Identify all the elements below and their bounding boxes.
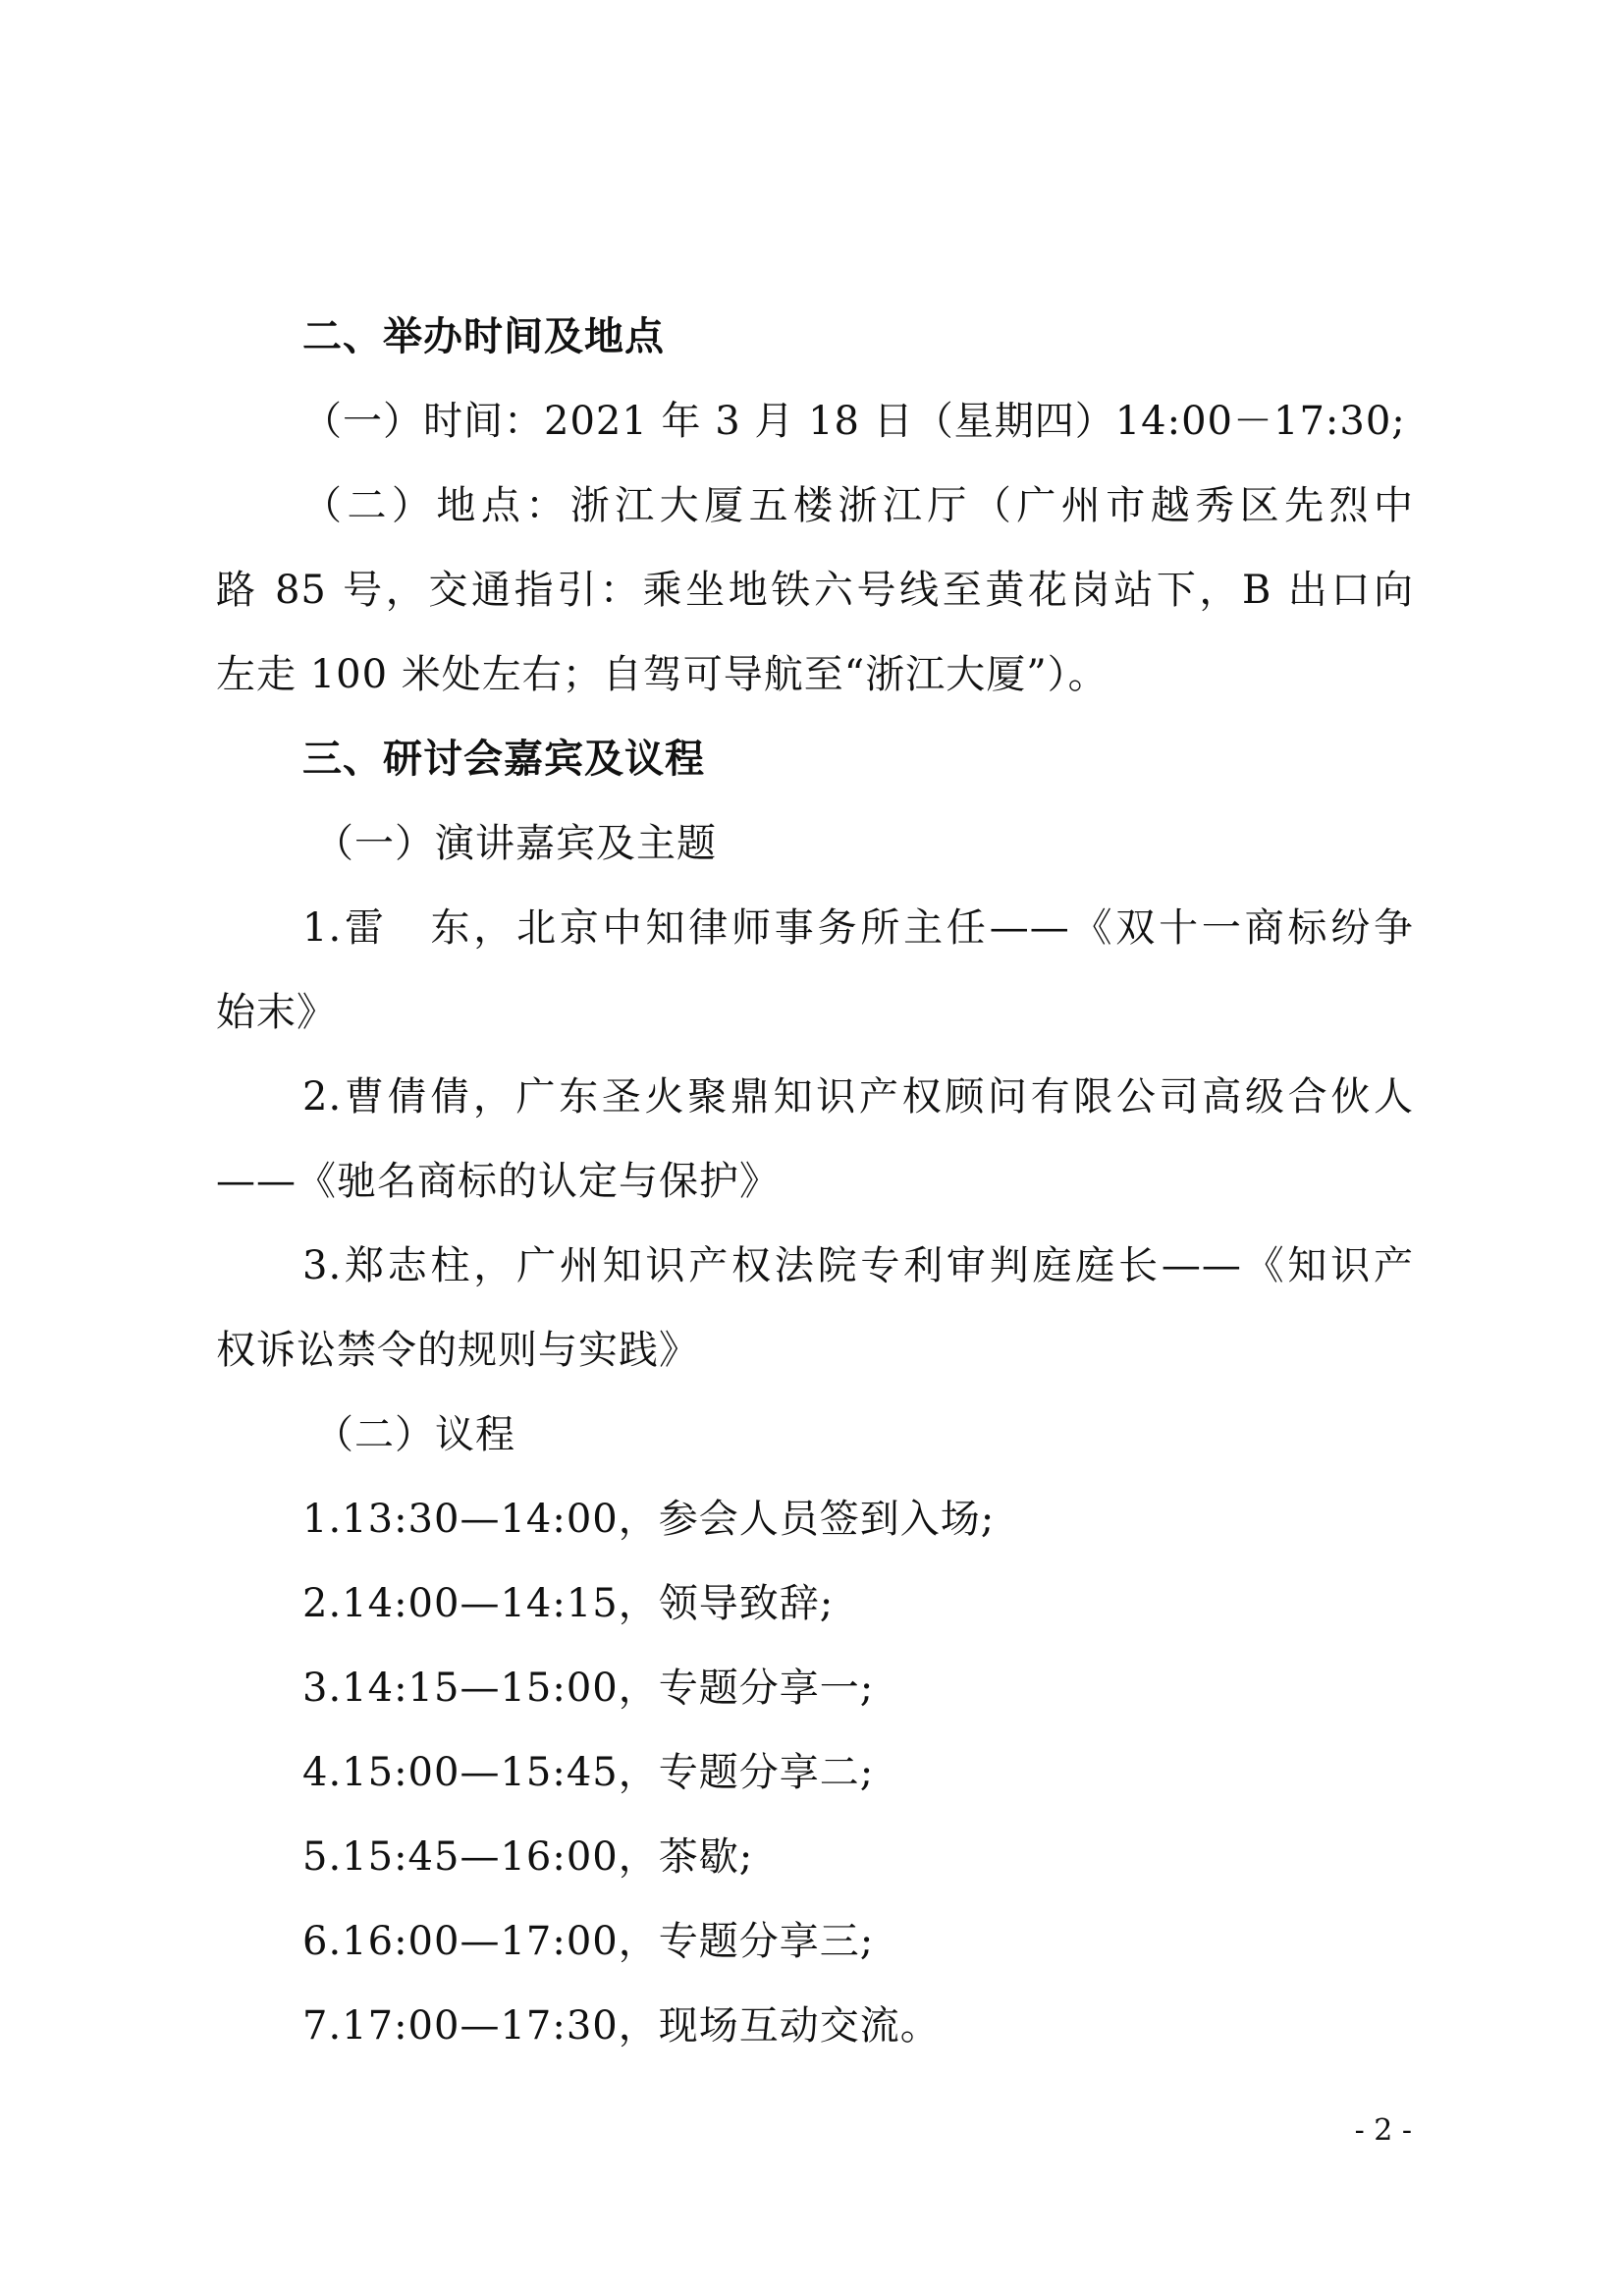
speaker-line: 2.曹倩倩，广东圣火聚鼎知识产权顾问有限公司高级合伙人	[302, 1074, 1414, 1120]
agenda-item: 2.14:00—14:15，领导致辞;	[302, 1581, 835, 1626]
page-number: - 2 -	[1354, 2113, 1412, 2148]
speaker-line: 1.雷 东，北京中知律师事务所主任——《双十一商标纷争	[302, 905, 1414, 951]
event-place-line: 路 85 号，交通指引：乘坐地铁六号线至黄花岗站下，B 出口向	[216, 568, 1414, 613]
speaker-line: ——《驰名商标的认定与保护》	[216, 1159, 780, 1204]
speaker-line: 3.郑志柱，广州知识产权法院专利审判庭庭长——《知识产	[302, 1243, 1414, 1288]
agenda-item: 4.15:00—15:45，专题分享二;	[302, 1750, 875, 1795]
speaker-line: 权诉讼禁令的规则与实践》	[216, 1328, 699, 1373]
speaker-item	[216, 1055, 1414, 1224]
event-place	[216, 464, 1414, 717]
event-time: （一）时间：2021 年 3 月 18 日（星期四）14:00－17:30;	[302, 399, 1406, 444]
speaker-item	[216, 886, 1414, 1055]
agenda-item: 5.15:45—16:00，茶歇;	[302, 1834, 754, 1880]
event-place-line: （二）地点：浙江大厦五楼浙江厅（广州市越秀区先烈中	[302, 483, 1414, 528]
speaker-line: 始末》	[216, 990, 337, 1035]
speaker-item	[216, 1224, 1414, 1393]
agenda-item: 6.16:00—17:00，专题分享三;	[302, 1919, 875, 1964]
agenda-item: 1.13:30—14:00，参会人员签到入场;	[302, 1497, 996, 1542]
section-heading-time-place: 二、举办时间及地点	[302, 313, 665, 359]
section-heading-speakers-agenda: 三、研讨会嘉宾及议程	[302, 736, 705, 782]
speakers-subheading: （一）演讲嘉宾及主题	[314, 821, 717, 866]
agenda-item: 7.17:00—17:30，现场互动交流。	[302, 2003, 941, 2049]
event-place-line: 左走 100 米处左右；自驾可导航至“浙江大厦”）。	[216, 652, 1109, 697]
agenda-subheading: （二）议程	[314, 1412, 515, 1457]
agenda-item: 3.14:15—15:00，专题分享一;	[302, 1666, 875, 1711]
document-body	[216, 295, 1414, 2068]
